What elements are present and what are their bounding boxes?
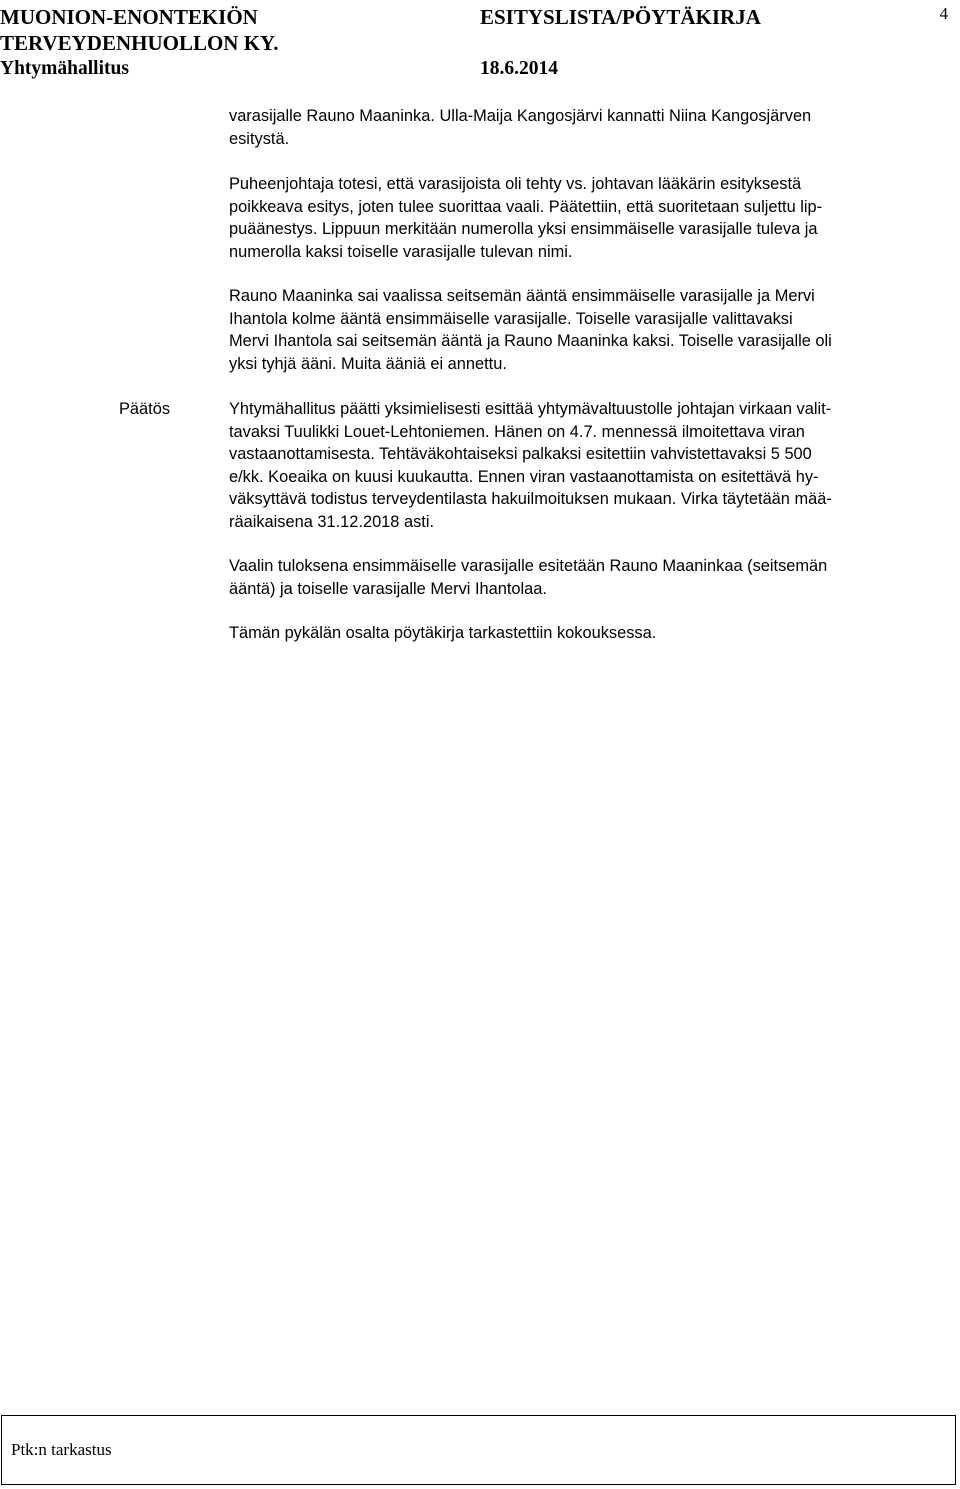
- organization-name-line2: TERVEYDENHUOLLON KY.: [0, 31, 279, 55]
- organization-name-line1: MUONION-ENONTEKIÖN: [0, 5, 258, 29]
- meeting-date: 18.6.2014: [480, 58, 558, 79]
- paragraph-substitutes: Vaalin tuloksena ensimmäiselle varasijalle esitetään Rauno Maaninkaa (seitsemän ääntä) ja toiselle varasijalle Mervi Ihantolaa.: [229, 557, 828, 598]
- meeting-body-name: Yhtymähallitus: [0, 58, 129, 79]
- paragraph-vote-support: varasijalle Rauno Maaninka. Ulla-Maija Kangosjärvi kannatti Niina Kangosjärven esitystä.: [229, 107, 812, 148]
- page-number: 4: [939, 4, 948, 23]
- paragraph-election-result: Rauno Maaninka sai vaalissa seitsemän ääntä ensimmäiselle varasijalle ja Mervi Ihantola kolme ääntä ensimmäiselle varasijalle. Toiselle varasijalle valittavaksi Mervi Ihantola sai seitsemän ääntä ja Rauno Maaninka kaksi. Toiselle varasijalle oli yksi tyhjä ääni. Muita ääniä ei annettu.: [229, 287, 832, 373]
- paragraph-election-procedure: Puheenjohtaja totesi, että varasijoista oli tehty vs. johtavan lääkärin esityksestä poikkeava esitys, joten tulee suorittaa vaali. Päätettiin, että suoritetaan suljettu lip- puäänestys. Lippuun merkitään numerolla yksi ensimmäiselle varasijalle tuleva ja numerolla kaksi toiselle varasijalle tulevan nimi.: [229, 175, 823, 261]
- minutes-review-label: Ptk:n tarkastus: [11, 1440, 112, 1459]
- decision-label: Päätös: [119, 400, 171, 418]
- paragraph-review-note: Tämän pykälän osalta pöytäkirja tarkastettiin kokouksessa.: [229, 624, 657, 642]
- document-type: ESITYSLISTA/PÖYTÄKIRJA: [480, 5, 761, 29]
- minutes-review-box: [1, 1415, 956, 1485]
- paragraph-decision: Yhtymähallitus päätti yksimielisesti esittää yhtymävaltuustolle johtajan virkaan valit- tavaksi Tuulikki Louet-Lehtoniemen. Hänen on 4.7. mennessä ilmoitettava viran vastaanottamisesta. Tehtäväkohtaiseksi palkaksi esitettiin vahvistettavaksi 5 500 e/kk. Koeaika on kuusi kuukautta. Ennen viran vastaanottamista on esitettävä hy- väksyttävä todistus terveydentilasta hakuilmoituksen mukaan. Virka täytetään mää- räaikaisena 31.12.2018 asti.: [229, 400, 832, 531]
